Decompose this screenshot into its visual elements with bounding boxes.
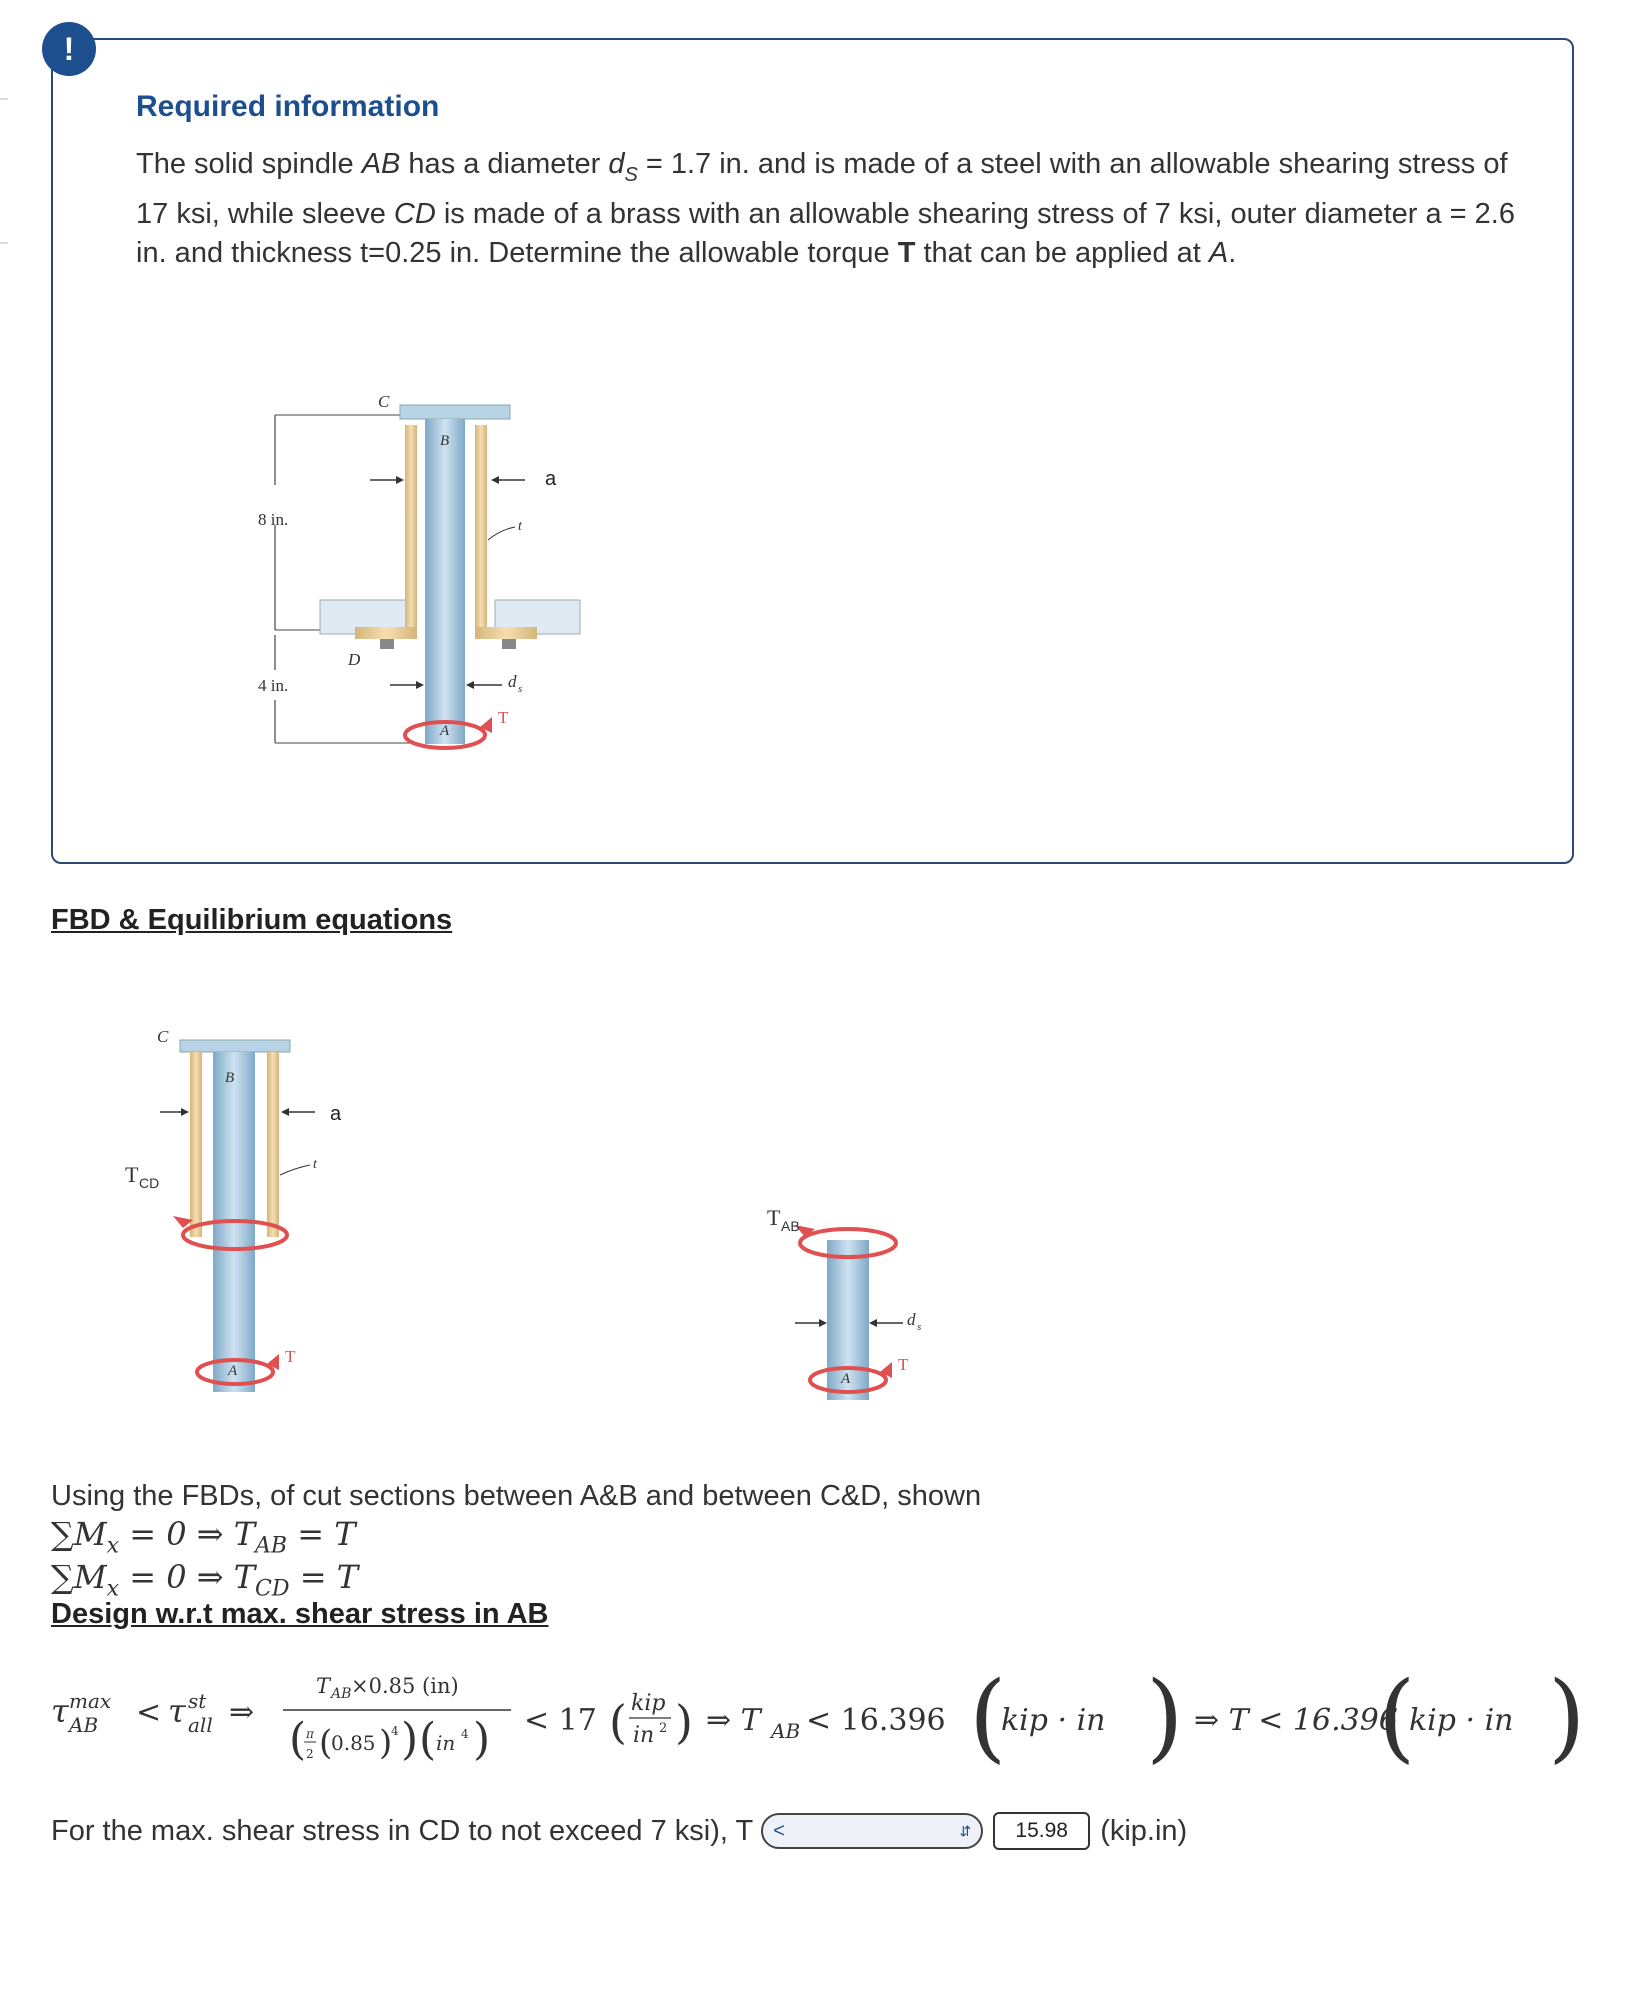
svg-text:τ: τ: [51, 1692, 69, 1730]
label-Tab: T: [767, 1205, 781, 1230]
dim-8-label: 8 in.: [258, 510, 289, 529]
label-a: a: [545, 468, 557, 490]
page-edge-divider: [0, 98, 8, 100]
svg-text:max: max: [69, 1689, 112, 1713]
comparison-select-value: <: [773, 1819, 785, 1842]
svg-text:kip: kip: [631, 1691, 666, 1716]
svg-text:in: in: [633, 1723, 655, 1748]
answer-prompt: For the max. shear stress in CD to not exceed 7 ksi), T: [51, 1814, 754, 1847]
svg-text:(: (: [969, 1661, 1007, 1773]
svg-text:): ): [675, 1695, 693, 1749]
svg-text:(: (: [1378, 1661, 1416, 1773]
spindle-shaft: [425, 419, 465, 744]
answer-row: [51, 1812, 1187, 1850]
dim-4-label: 4 in.: [258, 676, 289, 695]
svg-text:4: 4: [391, 1724, 399, 1738]
label-ds: d: [508, 672, 517, 691]
fbd-heading: FBD & Equilibrium equations: [51, 904, 453, 936]
sleeve-wall-left: [405, 425, 417, 630]
svg-text:C: C: [157, 1027, 169, 1046]
svg-text:s: s: [518, 683, 523, 695]
label-t: t: [518, 519, 522, 534]
svg-text:all: all: [188, 1713, 213, 1737]
svg-text:A: A: [841, 1371, 851, 1387]
equilibrium-intro: Using the FBDs, of cut sections between A&B and between C&D, shown: [51, 1480, 982, 1512]
svg-text:⇒ T < 16.396: ⇒ T < 16.396: [1194, 1703, 1398, 1738]
svg-text:AB: AB: [69, 1713, 99, 1737]
fbd-spindle-figure: [755, 1185, 955, 1405]
info-title: Required information: [136, 90, 440, 123]
svg-text:(: (: [419, 1714, 437, 1765]
svg-text:< 17: < 17: [524, 1703, 597, 1738]
fbd-sleeve-figure: [115, 1020, 375, 1400]
svg-text:): ): [1146, 1661, 1184, 1773]
bolt: [380, 639, 394, 649]
svg-text:AB: AB: [331, 1686, 352, 1702]
svg-text:2: 2: [659, 1721, 668, 1736]
svg-text:AB: AB: [781, 1218, 800, 1234]
svg-text:AB: AB: [771, 1719, 801, 1743]
equilibrium-eq-cd: $\sum M_x = 0$ ⇒ $T_{CD} = T$: [51, 1558, 359, 1602]
svg-text:(: (: [289, 1714, 307, 1765]
label-A: A: [440, 723, 450, 739]
svg-text:<: <: [136, 1695, 162, 1730]
exclamation-icon: !: [42, 22, 96, 76]
label-T: T: [498, 708, 509, 727]
svg-text:kip · in: kip · in: [1001, 1703, 1106, 1738]
svg-text:4: 4: [461, 1727, 469, 1741]
answer-unit: (kip.in): [1100, 1814, 1188, 1847]
top-plate: [400, 405, 510, 419]
svg-text:0.85: 0.85: [331, 1731, 376, 1755]
svg-text:): ): [1548, 1661, 1586, 1773]
svg-text:π: π: [306, 1727, 314, 1741]
svg-text:⇒ T: ⇒ T: [706, 1703, 761, 1738]
svg-text:×0.85 (in): ×0.85 (in): [351, 1674, 459, 1698]
sleeve-flange-left: [355, 627, 417, 639]
svg-text:d: d: [907, 1310, 916, 1329]
svg-text:kip · in: kip · in: [1409, 1703, 1514, 1738]
svg-text:τ: τ: [168, 1692, 186, 1730]
label-B: B: [440, 433, 450, 449]
svg-text:in: in: [436, 1731, 456, 1755]
spindle-sleeve-figure: [230, 385, 630, 765]
svg-text:s: s: [917, 1321, 922, 1333]
sleeve-flange-right: [475, 627, 537, 639]
svg-text:T: T: [898, 1355, 909, 1374]
svg-text:a: a: [330, 1103, 342, 1125]
svg-text:CD: CD: [139, 1175, 160, 1191]
label-Tcd: T: [125, 1162, 139, 1187]
svg-text:< 16.396: < 16.396: [806, 1703, 946, 1738]
comparison-select[interactable]: [761, 1813, 983, 1849]
svg-text:): ): [473, 1714, 491, 1765]
svg-text:A: A: [228, 1363, 238, 1379]
svg-text:st: st: [188, 1689, 207, 1713]
svg-text:2: 2: [306, 1747, 314, 1761]
shear-stress-formula: [51, 1650, 1611, 1790]
design-heading: Design w.r.t max. shear stress in AB: [51, 1598, 549, 1630]
svg-text:T: T: [285, 1347, 296, 1366]
svg-text:(: (: [319, 1723, 333, 1763]
svg-text:t: t: [313, 1157, 317, 1172]
svg-text:): ): [379, 1723, 393, 1763]
svg-text:): ): [401, 1714, 419, 1765]
torque-answer-input[interactable]: 15.98: [993, 1812, 1090, 1850]
svg-text:(: (: [609, 1695, 627, 1749]
label-C: C: [378, 392, 390, 411]
sleeve-wall-right: [475, 425, 487, 630]
svg-text:⇒: ⇒: [229, 1695, 255, 1730]
svg-text:B: B: [225, 1070, 235, 1086]
label-D: D: [348, 650, 361, 669]
svg-text:T: T: [316, 1674, 331, 1698]
bolt: [502, 639, 516, 649]
equilibrium-eq-ab: $\sum M_x = 0$ ⇒ $T_{AB} = T$: [51, 1515, 356, 1559]
select-arrows-icon: ⇵: [959, 1822, 972, 1839]
problem-statement: The solid spindle AB has a diameter $d_S = 1.7$ in. and is made of a steel with an allowable shearing stress of 17 ksi, while sleeve CD is made of a brass with an allowable shearing stress of 7 ksi, outer diameter a = 2.6 in. and thickness t=0.25 in. Determine the allowable torque T that can be applied at A.: [136, 148, 1515, 269]
page-edge-divider: [0, 242, 8, 244]
